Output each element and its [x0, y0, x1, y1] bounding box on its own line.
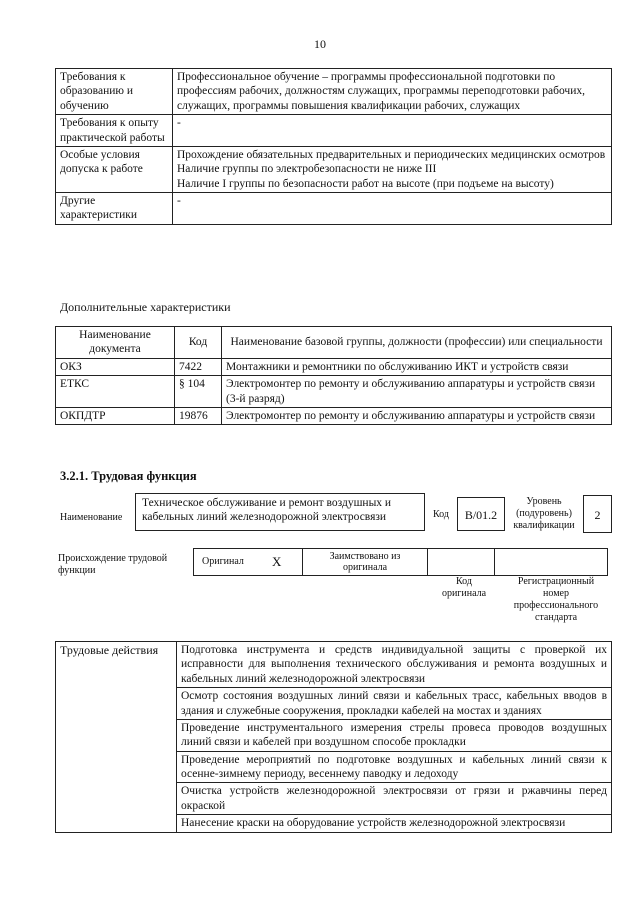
labor-action-item: Проведение инструментального измерения стрелы провеса проводов воздушных линий связи и кабелей при воздушном способе прокладки — [177, 719, 612, 751]
labor-action-item: Нанесение краски на оборудование устройств железнодорожной электросвязи — [177, 815, 612, 832]
education-value: Профессиональное обучение – программы профессиональной подготовки по профессиям рабочих, должностям служащих, программы переподготовки рабочих, служащих, программы повышения квалификации рабочих, служащих — [173, 69, 612, 115]
code-cell: § 104 — [175, 376, 222, 408]
table-row — [56, 642, 612, 688]
column-header: Наименование базовой группы, должности (профессии) или специальности — [222, 327, 612, 359]
origin-code-cell — [428, 549, 495, 576]
labor-action-item: Осмотр состояния воздушных линий связи и кабельных трасс, кабельных вводов в здания и служебные сооружения, прокладки кабелей на мостах и зданиях — [177, 688, 612, 720]
labor-actions-label: Трудовые действия — [56, 642, 177, 833]
other-characteristics-label: Другие характеристики — [56, 193, 173, 225]
function-name-value: Техническое обслуживание и ремонт воздушных и кабельных линий железнодорожной электросвязи — [135, 493, 425, 531]
requirements-table — [55, 68, 612, 225]
doc-cell: ЕТКС — [56, 376, 175, 408]
table-row — [56, 193, 612, 225]
function-name-label: Наименование — [60, 512, 123, 523]
name-cell: Монтажники и ремонтники по обслуживанию ИКТ и устройств связи — [222, 358, 612, 375]
qualification-level-label: Уровень (подуровень) квалификации — [513, 496, 575, 531]
admission-conditions-label: Особые условия допуска к работе — [56, 146, 173, 192]
table-row — [56, 69, 612, 115]
code-cell: 7422 — [175, 358, 222, 375]
table-header-row — [56, 327, 612, 359]
code-cell: 19876 — [175, 407, 222, 424]
table-row — [56, 146, 612, 192]
name-cell: Электромонтер по ремонту и обслуживанию аппаратуры и устройств связи (3-й разряд) — [222, 376, 612, 408]
origin-original-label: Оригинал — [194, 549, 269, 576]
origin-label: Происхождение трудовой функции — [58, 553, 168, 576]
other-characteristics-value: - — [173, 193, 612, 225]
condition-line: Прохождение обязательных предварительных и периодических медицинских осмотров — [177, 148, 606, 161]
section-title: 3.2.1. Трудовая функция — [60, 469, 197, 483]
name-cell: Электромонтер по ремонту и обслуживанию аппаратуры и устройств связи — [222, 407, 612, 424]
labor-action-item: Подготовка инструмента и средств индивидуальной защиты с проверкой их исправности для выполнения технического обслуживания и ремонта воздушных и кабельных линий железнодорожной электросвязи — [177, 642, 612, 688]
table-row — [56, 376, 612, 408]
origin-code-label: Код оригинала — [441, 576, 487, 599]
experience-label: Требования к опыту практической работы — [56, 115, 173, 147]
table-row — [194, 549, 608, 576]
table-row — [56, 407, 612, 424]
condition-line: Наличие I группы по безопасности работ на высоте (при подъеме на высоту) — [177, 177, 554, 190]
table-row — [56, 115, 612, 147]
additional-characteristics-table — [55, 326, 612, 425]
origin-original-mark: X — [268, 549, 303, 576]
reg-number-label: Регистрационный номер профессионального стандарта — [513, 576, 599, 623]
additional-characteristics-title: Дополнительные характеристики — [60, 300, 231, 314]
condition-line: Наличие группы по электробезопасности не ниже III — [177, 163, 437, 176]
page-number: 10 — [314, 37, 326, 51]
doc-cell: ОКПДТР — [56, 407, 175, 424]
origin-table — [193, 548, 608, 576]
reg-number-cell — [495, 549, 608, 576]
origin-borrowed-label: Заимствовано из оригинала — [303, 549, 428, 576]
experience-value: - — [173, 115, 612, 147]
code-label: Код — [433, 509, 449, 520]
labor-action-item: Очистка устройств железнодорожной электросвязи от грязи и ржавчины перед окраской — [177, 783, 612, 815]
column-header: Наименование документа — [56, 327, 175, 359]
code-value: B/01.2 — [457, 497, 505, 531]
column-header: Код — [175, 327, 222, 359]
doc-cell: ОКЗ — [56, 358, 175, 375]
admission-conditions-value — [173, 146, 612, 192]
table-row — [56, 358, 612, 375]
labor-actions-table — [55, 641, 612, 833]
qualification-level-value: 2 — [583, 495, 612, 533]
education-label: Требования к образованию и обучению — [56, 69, 173, 115]
labor-action-item: Проведение мероприятий по подготовке воздушных и кабельных линий связи к осенне-зимнему периоду, весеннему паводку и ледоходу — [177, 751, 612, 783]
